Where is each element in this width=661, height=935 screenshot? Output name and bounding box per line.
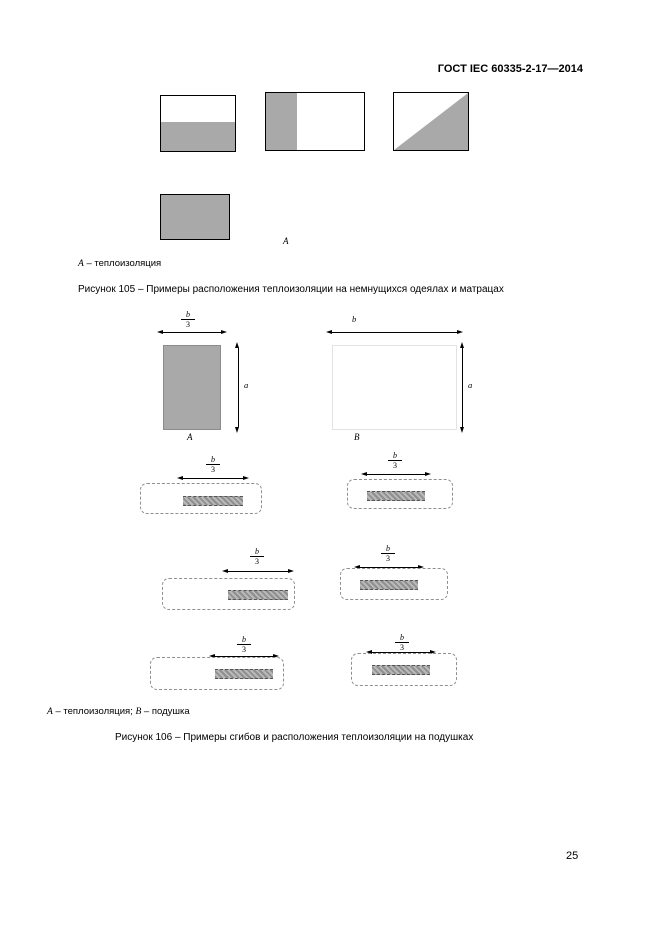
fig105-legend [78,258,161,269]
fraction-numerator: b [250,547,264,557]
dim-arrow-left [222,569,228,573]
dim-label-a: a [468,380,473,390]
dim-label-b3-fraction [181,310,195,329]
dim-arrow-down [235,427,239,433]
fig105-diagonal-triangle [394,93,468,150]
fig106-insulation-bar [372,665,430,675]
fig105-blanket-full-insulation [160,194,230,240]
fig105-blanket-bottom-insulation [160,95,236,152]
dim-line-vertical [462,348,463,427]
page-number: 25 [566,850,579,862]
fig106-insulation-bar [228,590,288,600]
fig105-insulation-left-fill [266,93,297,150]
fig106-label-a: А [187,432,193,442]
dim-label-b3-fraction [250,547,264,566]
fraction-denominator: 3 [242,645,246,655]
dim-arrow-up [460,342,464,348]
fraction-numerator: b [181,310,195,320]
fraction-denominator: 3 [393,461,397,471]
header-doc-number: ГОСТ IEC 60335-2-17—2014 [437,63,583,75]
fig106-legend [47,706,190,717]
fig105-insulation-bottom-fill [161,122,235,151]
dim-arrow-right [221,330,227,334]
fig105-caption: Рисунок 105 – Примеры расположения теплоизоляции на немнущихся одеялах и матрацах [78,284,504,295]
dim-arrow-left [157,330,163,334]
dim-arrow-left [361,472,367,476]
fig106-label-b: В [354,432,360,442]
fig105-blanket-diagonal-insulation [393,92,469,151]
dim-arrow-right [243,476,249,480]
dim-label-b3-fraction [395,633,409,652]
fraction-denominator: 3 [400,643,404,653]
fig106-insulation-bar [360,580,418,590]
fig106-insulation-a-rect [163,345,221,430]
dim-line-horizontal [332,332,457,333]
fig105-insulation-label: А [283,236,289,246]
dim-label-b: b [352,314,357,324]
fig106-insulation-bar [183,496,243,506]
dim-label-a: a [244,380,249,390]
dim-arrow-right [288,569,294,573]
dim-arrow-up [235,342,239,348]
fig106-legend-symbol-b: В [135,707,142,717]
dim-label-b3-fraction [388,451,402,470]
fig106-legend-text-b: – подушка [141,706,190,717]
fig106-insulation-bar [367,491,425,501]
dim-line-horizontal [163,332,221,333]
dim-line-horizontal [183,478,243,479]
fraction-numerator: b [388,451,402,461]
fig106-insulation-bar [215,669,273,679]
fraction-denominator: 3 [186,320,190,330]
fig106-pillow-b-outline [332,345,457,430]
dim-line-horizontal [367,474,425,475]
fraction-numerator: b [381,544,395,554]
fig105-legend-symbol: А [78,259,84,269]
dim-line-horizontal [228,571,288,572]
dim-label-b3-fraction [206,455,220,474]
dim-label-b3-fraction [237,635,251,654]
fraction-denominator: 3 [211,465,215,475]
dim-arrow-right [425,472,431,476]
dim-arrow-right [457,330,463,334]
fraction-numerator: b [237,635,251,645]
fig106-legend-text-a: – теплоизоляция; [52,706,136,717]
dim-label-b3-fraction [381,544,395,563]
fraction-denominator: 3 [386,554,390,564]
fraction-numerator: b [395,633,409,643]
fig106-caption: Рисунок 106 – Примеры сгибов и расположения теплоизоляции на подушках [115,732,474,743]
dim-arrow-left [177,476,183,480]
fig106-legend-symbol-a: А [47,707,53,717]
fig105-insulation-triangle-fill [394,93,468,150]
dim-line-vertical [238,348,239,427]
fraction-numerator: b [206,455,220,465]
dim-arrow-down [460,427,464,433]
fraction-denominator: 3 [255,557,259,567]
fig105-legend-text: – теплоизоляция [83,258,162,269]
fig105-blanket-left-insulation [265,92,365,151]
dim-arrow-left [326,330,332,334]
